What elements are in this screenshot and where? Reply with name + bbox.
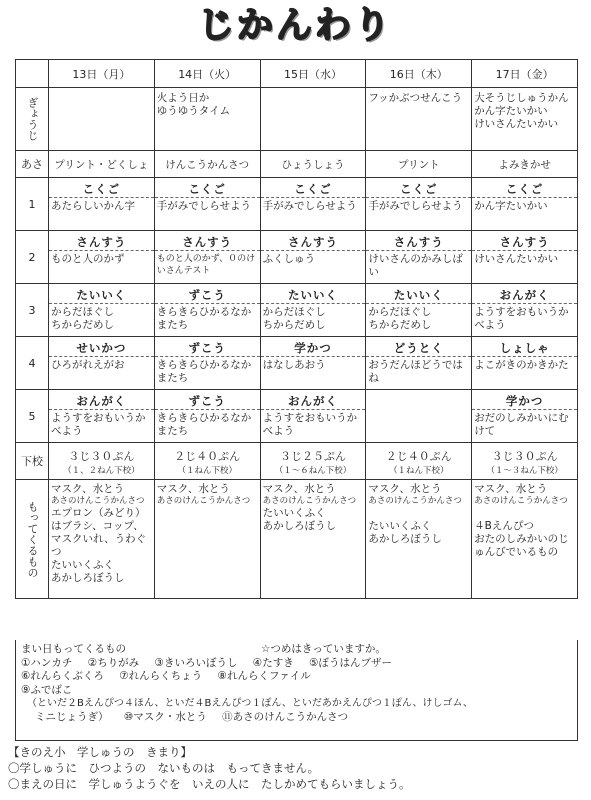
subject-name: たいいく <box>366 288 471 304</box>
bring-main: マスク、水とう <box>156 483 230 495</box>
corner-cell <box>16 60 49 88</box>
gekou-row <box>16 443 578 480</box>
subject-name: こくご <box>49 182 154 198</box>
everyday-items-box <box>15 640 578 741</box>
bring-main: マスク、水とう <box>368 483 442 495</box>
lesson-detail: きらきらひかるなかまたち <box>156 306 252 331</box>
lesson-detail: きらきらひかるなかまたち <box>156 359 252 384</box>
lesson-detail: からだほぐし ちからだめし <box>51 306 114 331</box>
subject-name: ずこう <box>155 288 260 304</box>
lesson-detail: ひろがれえがお <box>51 359 125 371</box>
subject-name: さんすう <box>472 235 577 251</box>
day-header: 13日（月） <box>49 60 155 88</box>
subject-name: こくご <box>155 182 260 198</box>
subject-name: さんすう <box>155 235 260 251</box>
period-label: 3 <box>16 284 49 337</box>
row-label-gyoji: ぎょうじ <box>26 97 39 141</box>
period-label: 5 <box>16 390 49 443</box>
gyoji-row <box>16 88 578 151</box>
gyoji-cell: 火よう日か ゆうゆうタイム <box>156 92 231 117</box>
everyday-item: ⑪あさのけんこうかんさつ <box>222 710 349 723</box>
subject-name: 学かつ <box>472 394 577 410</box>
row-label-gekou: 下校 <box>16 443 49 480</box>
subject-name: 学かつ <box>261 341 366 357</box>
lesson-detail: からだほぐし ちからだめし <box>262 306 326 331</box>
dismissal-note: （１〜６ねん下校） <box>274 466 352 476</box>
period-label: 2 <box>16 231 49 284</box>
row-label-asa: あさ <box>16 151 49 178</box>
lesson-detail: ようすをおもいうかべよう <box>262 412 358 437</box>
rule-line: 〇学しゅうに ひつようの ないものは もってきません。 <box>8 761 320 775</box>
day-header: 16日（木） <box>366 60 472 88</box>
bring-sub: あさのけんこうかんさつ <box>156 496 251 506</box>
lesson-detail: けいさんたいかい <box>474 253 559 265</box>
dismissal-note: （１、２ねん下校） <box>63 466 140 476</box>
lesson-detail: 手がみでしらせよう <box>368 200 463 212</box>
everyday-item: ⑧れんらくファイル <box>217 670 311 682</box>
bring-extra: エプロン（みどり） はブラシ、コップ、 マスクいれ、うわぐつ たいいくふく あかしろぼうし <box>51 507 147 584</box>
everyday-item: ②ちりがみ <box>87 656 140 669</box>
period-label: 4 <box>16 337 49 390</box>
dismissal-time: ３じ３０ぷん <box>68 450 135 463</box>
subject-name: さんすう <box>261 235 366 251</box>
dismissal-time: ３じ２５ぷん <box>279 450 346 463</box>
gyoji-cell <box>263 88 364 92</box>
study-rules <box>8 744 584 792</box>
lesson-detail: きらきらひかるなかまたち <box>156 412 252 437</box>
empty-period-cell <box>366 390 472 443</box>
dismissal-note: （１ねん下校） <box>177 466 237 476</box>
bring-extra: ４Bえんぴつ おたのしみかいのじゅんびでいるもの <box>474 520 569 558</box>
dismissal-time: ３じ３０ぷん <box>491 450 558 463</box>
dismissal-note: （１〜３ねん下校） <box>486 466 563 476</box>
subject-name: しょしゃ <box>472 341 577 357</box>
subject-name: おんがく <box>472 288 577 304</box>
subject-name: ずこう <box>155 341 260 357</box>
lesson-detail: あたらしいかん字 <box>51 200 135 212</box>
everyday-heading: まい日もってくるもの <box>21 643 126 655</box>
everyday-item: ⑨ふでばこ <box>21 683 73 696</box>
subject-name: おんがく <box>49 394 154 410</box>
lesson-detail: よこがきのかきかた <box>474 359 569 371</box>
day-header: 14日（火） <box>154 60 260 88</box>
asa-cell: ひょうしょう <box>260 151 366 178</box>
bring-main: マスク、水とう <box>51 483 125 495</box>
gyoji-cell: 大そうじしゅうかん かん字たいかい けいさんたいかい <box>474 92 569 130</box>
rule-line: 〇まえの日に 学しゅうようぐを いえの人に たしかめてもらいましょう。 <box>8 777 411 791</box>
subject-name: こくご <box>472 182 577 198</box>
everyday-item: ミニじょうぎ） <box>35 710 109 723</box>
subject-name: こくご <box>366 182 471 198</box>
period-row <box>16 390 578 443</box>
timetable <box>15 59 578 599</box>
asa-cell: プリント <box>366 151 472 178</box>
bring-extra: たいいくふく あかしろぼうし <box>368 520 442 545</box>
dismissal-time: ２じ４０ぷん <box>385 450 452 463</box>
bring-main: マスク、水とう <box>262 483 336 495</box>
lesson-detail: おうだんほどうではね <box>368 359 463 384</box>
bring-sub: あさのけんこうかんさつ <box>51 496 145 506</box>
asa-cell: けんこうかんさつ <box>154 151 260 178</box>
everyday-item: ⑤ぼうはんブザー <box>309 656 392 669</box>
lesson-detail: 手がみでしらせよう <box>156 200 251 212</box>
bring-main: マスク、水とう <box>474 483 548 495</box>
lesson-detail: ようすをおもいうかべよう <box>474 306 569 331</box>
lesson-detail: ふくしゅう <box>262 253 316 265</box>
gyoji-cell: フッかぶつせんこう <box>368 92 463 104</box>
dismissal-time: ２じ４０ぷん <box>174 450 241 463</box>
subject-name: どうとく <box>366 341 471 357</box>
everyday-item: ⑦れんらくちょう <box>119 670 203 682</box>
period-row <box>16 284 578 337</box>
subject-name: せいかつ <box>49 341 154 357</box>
lesson-detail: けいさんのかみしばい <box>368 253 463 278</box>
lesson-detail: 手がみでしらせよう <box>262 200 357 212</box>
pencil-note: （といだ２Bえんぴつ４ほん、といだ４Bえんぴつ１ぽん、といだあかえんぴつ１ぽん、けしゴム、 <box>27 698 473 709</box>
day-header: 15日（水） <box>260 60 366 88</box>
bring-extra: たいいくふく あかしろぼうし <box>262 507 337 532</box>
subject-name: こくご <box>261 182 366 198</box>
asa-cell: プリント・どくしょ <box>49 151 155 178</box>
header-row <box>16 60 578 88</box>
lesson-detail: かん字たいかい <box>474 200 548 212</box>
period-row <box>16 337 578 390</box>
title-area <box>0 4 591 48</box>
subject-name: ずこう <box>155 394 260 410</box>
everyday-item: ①ハンカチ <box>21 656 73 669</box>
motte-row <box>16 480 578 599</box>
everyday-item: ⑩マスク・水とう <box>123 710 207 723</box>
gyoji-cell <box>51 88 152 92</box>
everyday-item: ⑥れんらくぶくろ <box>21 670 104 682</box>
everyday-item: ④たすき <box>252 656 294 669</box>
subject-name: さんすう <box>366 235 471 251</box>
asa-cell: よみきかせ <box>472 151 578 178</box>
lesson-detail: はなしあおう <box>262 359 326 371</box>
subject-name: たいいく <box>261 288 366 304</box>
dismissal-note: （１ねん下校） <box>389 466 449 476</box>
bring-sub: あさのけんこうかんさつ <box>368 496 462 506</box>
period-row <box>16 231 578 284</box>
page-title: じかんわり <box>197 5 393 46</box>
period-row <box>16 178 578 231</box>
lesson-detail: からだほぐし ちからだめし <box>368 306 432 331</box>
lesson-detail: おだのしみかいにむけて <box>474 412 569 437</box>
everyday-item: ③きいろいぼうし <box>154 656 238 669</box>
bring-sub: あさのけんこうかんさつ <box>262 496 357 506</box>
rules-heading: 【きのえ小 学しゅうの きまり】 <box>8 745 192 759</box>
asa-row <box>16 151 578 178</box>
subject-name: おんがく <box>261 394 366 410</box>
row-label-motte: もってくるもの <box>26 500 39 578</box>
subject-name: たいいく <box>49 288 154 304</box>
bring-sub: あさのけんこうかんさつ <box>474 496 568 506</box>
lesson-detail: ようすをおもいうかべよう <box>51 412 146 437</box>
day-header: 17日（金） <box>472 60 578 88</box>
nail-check-note: ☆つめはきっていますか。 <box>261 643 386 655</box>
lesson-detail: ものと人のかず <box>51 253 125 265</box>
period-label: 1 <box>16 178 49 231</box>
lesson-detail: ものと人のかず、０のけいさんテスト <box>156 254 256 276</box>
subject-name: さんすう <box>49 235 154 251</box>
